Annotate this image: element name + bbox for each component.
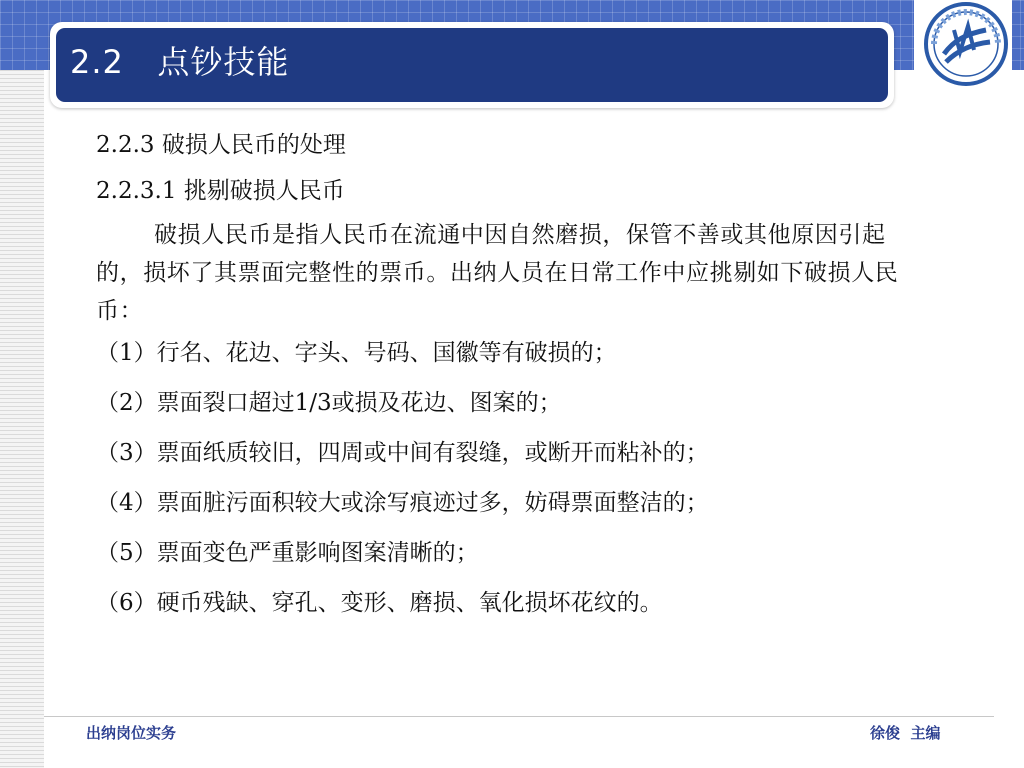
list-item: （1）行名、花边、字头、号码、国徽等有破损的； (96, 340, 617, 366)
footer-author: 徐俊 主编 (870, 724, 941, 742)
body-paragraph: 破损人民币是指人民币在流通中因自然磨损，保管不善或其他原因引起的，损坏了其票面完整性的票币。出纳人员在日常工作中应挑剔如下破损人民币： (96, 222, 899, 324)
list-item: （3）票面纸质较旧，四周或中间有裂缝，或断开而粘补的； (96, 440, 709, 466)
list-item: （2）票面裂口超过1/3或损及花边、图案的； (96, 390, 562, 416)
subsection-heading: 2.2.3.1 挑剔破损人民币 (96, 178, 345, 204)
school-emblem-icon (914, 0, 1012, 90)
list-item: （6）硬币残缺、穿孔、变形、磨损、氧化损坏花纹的。 (96, 590, 663, 616)
left-striped-strip (0, 70, 44, 768)
slide-title: 2.2 点钞技能 (70, 43, 290, 81)
item-list (96, 334, 936, 622)
footer-divider (44, 716, 994, 717)
footer-course-title: 出纳岗位实务 (86, 724, 177, 742)
list-item: （4）票面脏污面积较大或涂写痕迹过多，妨碍票面整洁的； (96, 490, 709, 516)
slide-content (96, 126, 936, 622)
list-item: （5）票面变色严重影响图案清晰的； (96, 540, 479, 566)
section-heading: 2.2.3 破损人民币的处理 (96, 132, 346, 158)
